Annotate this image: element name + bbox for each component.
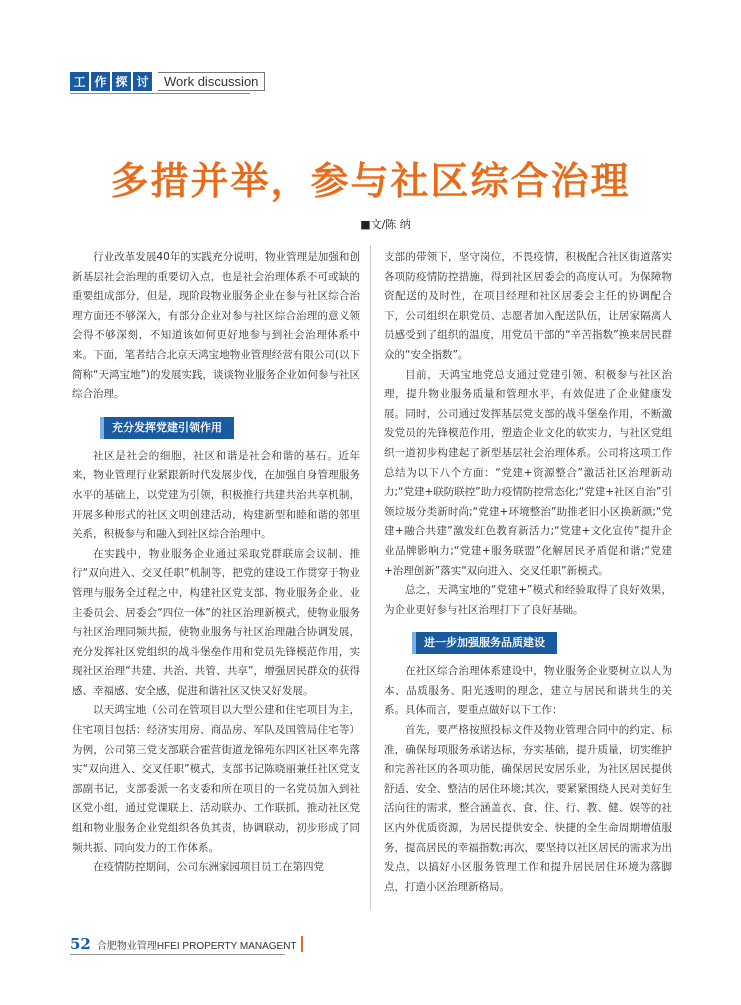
header-rule: [70, 93, 250, 94]
paragraph: 支部的带领下，坚守岗位，不畏疫情，积极配合社区街道落实各项防疫情防控措施，得到社区居委会的高度认可。为保障物资配送的及时性，在项目经理和社区居委会主任的协调配合下，公司组织在职党员、志愿者加入配送队伍，让居家隔离人员感受到了组织的温度，用党员干部的“辛苦指数”换来居民群众的“安全指数”。: [384, 251, 672, 361]
paragraph: 社区是社会的细胞，社区和谐是社会和谐的基石。近年来，物业管理行业紧跟新时代发展步伐，在加强自身管理服务水平的基础上，以党建为引领，积极推行共建共治共享机制，开展多种形式的社区文明创建活动，构建新型和睦和谐的邻里关系，积极参与和融入到社区综合治理中。: [72, 449, 360, 541]
paragraph: 在疫情防控期间，公司东洲家园项目员工在第四党: [93, 861, 324, 874]
article-byline: ■文/陈 纳: [360, 218, 411, 231]
paragraph: 在社区综合治理体系建设中，物业服务企业要树立以人为本、品质服务、阳光透明的理念，建立与居民和谐共生的关系。具体而言，要重点做好以下工作：: [384, 665, 672, 717]
footer-accent-bar: [301, 936, 303, 952]
section-heading-service-quality: 进一步加强服务品质建设: [412, 632, 557, 654]
section-tag-char: 工: [70, 72, 89, 91]
page-number: 52: [70, 935, 91, 953]
article-title: 多措并举，参与社区综合治理: [110, 158, 631, 203]
right-column: [384, 248, 672, 897]
paragraph: 总之，天鸿宝地的“党建+”模式和经验取得了良好效果，为企业更好参与社区治理打下了良好基础。: [384, 584, 672, 616]
paragraph: 首先，要严格按照投标文件及物业管理合同中的约定、标准，确保每项服务承诺达标，夯实基础，提升质量，切实维护和完善社区的各项功能，确保居民安居乐业，为社区居民提供舒适、安全、整洁的居住环境;其次，要紧紧围绕人民对美好生活向往的需求，整合涵盖衣、食、住、行、教、健、娱等的社区内外优质资源，为居民提供安全、快捷的全生命周期增值服务，提高居民的幸福指数;再次，要坚持以社区居民的需求为出发点，以搞好小区服务管理工作和提升居民居住环境为落脚点，打造小区治理新格局。: [384, 724, 672, 893]
paragraph: 行业改革发展40年的实践充分说明，物业管理是加强和创新基层社会治理的重要切入点，也是社会治理体系不可或缺的重要组成部分，但是，现阶段物业服务企业在参与社区综合治理方面还不够深入，有部分企业对参与社区综合治理的意义领会得不够深刻，不知道该如何更好地参与到社会治理体系中来。下面，笔者结合北京天鸿宝地物业管理经营有限公司(以下简称“天鸿宝地”)的发展实践，谈谈物业服务企业如何参与社区综合治理。: [72, 251, 360, 401]
section-tag-char: 讨: [133, 72, 152, 91]
column-divider: [370, 245, 371, 910]
section-english-label: Work discussion: [158, 72, 265, 91]
footer-rule: [70, 954, 285, 955]
journal-name: 合肥物业管理HFEI PROPERTY MANAGENT: [96, 940, 297, 952]
page-footer: [70, 934, 303, 954]
section-heading-party-leadership: 充分发挥党建引领作用: [100, 417, 234, 439]
section-header: [70, 70, 265, 92]
left-column: [72, 248, 360, 878]
section-tag-char: 作: [91, 72, 110, 91]
paragraph: 以天鸿宝地（公司在管项目以大型公建和住宅项目为主，住宅项目包括：经济实用房、商品房、军队及国管局住宅等）为例，公司第三党支部联合霍营街道龙锦苑东四区社区率先落实“双向进入、交叉任职”模式，支部书记陈晓丽兼任社区党支部副书记，支部委派一名支委和所在项目的一名党员加入到社区党小组，通过党课联上、活动联办、工作联抓，推动社区党组和物业服务企业党组织各负其责，协调联动，初步形成了同频共振、同向发力的工作体系。: [72, 704, 360, 854]
paragraph: 在实践中，物业服务企业通过采取党群联席会议制、推行“双向进入、交叉任职”机制等，把党的建设工作贯穿于物业管理与服务全过程之中，构建社区党支部、物业服务企业、业主委员会、居委会“四位一体”的社区治理新模式，使物业服务与社区治理同频共振，使物业服务与社区治理融合协调发展，充分发挥社区党组织的战斗堡垒作用和党员先锋模范作用，实现社区治理“共建、共治、共管、共享”，增强居民群众的获得感、幸福感、安全感，促进和谐社区又快又好发展。: [72, 547, 360, 697]
paragraph: 目前，天鸿宝地党总支通过党建引领、积极参与社区治理，提升物业服务质量和管理水平，有效促进了企业健康发展。同时，公司通过发挥基层党支部的战斗堡垒作用，不断激发党员的先锋模范作用，塑造企业文化的软实力，与社区党组织一道初步构建起了新型基层社会治理体系。公司将这项工作总结为以下八个方面：“党建+资源整合”激活社区治理新动力;“党建+联防联控”助力疫情防控常态化;“党建+社区自治”引领垃圾分类新时尚;“党建+环境整治”助推老旧小区换新颜;“党建+融合共建”激发红色教育新活力;“党建+文化宣传”提升企业品牌影响力;“党建+服务联盟”化解居民矛盾促和谐;“党建+治理创新”落实“双向进入、交叉任职”新模式。: [384, 368, 672, 577]
section-tag-char: 探: [112, 72, 131, 91]
